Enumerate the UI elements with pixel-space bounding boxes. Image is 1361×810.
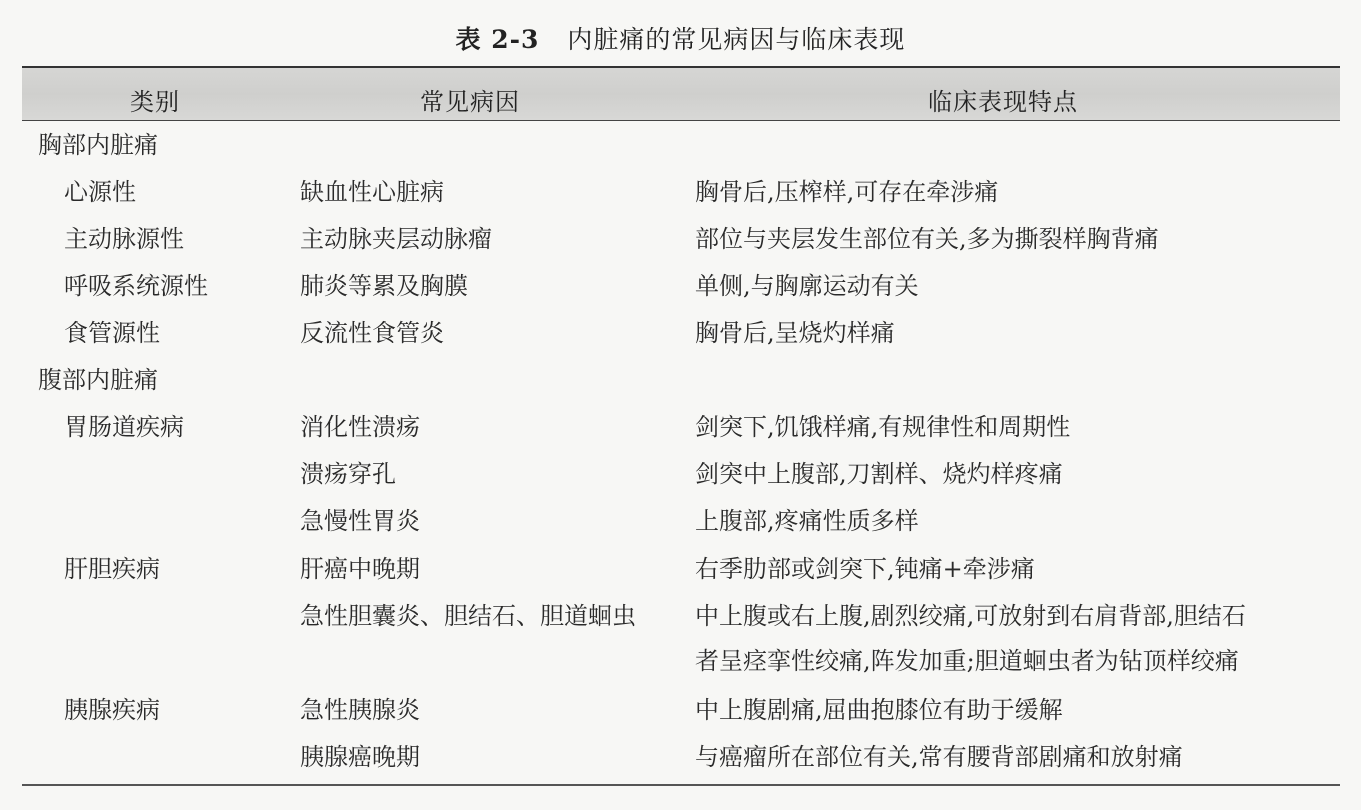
category-cell: 心源性 <box>64 178 136 206</box>
category-cell: 呼吸系统源性 <box>64 272 208 300</box>
category-cell: 食管源性 <box>64 319 160 347</box>
cause-cell: 主动脉夹层动脉瘤 <box>300 225 492 253</box>
cause-cell: 缺血性心脏病 <box>300 178 444 206</box>
feature-cell: 与癌瘤所在部位有关,常有腰背部剧痛和放射痛 <box>695 743 1183 771</box>
cause-cell: 溃疡穿孔 <box>300 460 396 488</box>
table-number: 表 2-3 <box>455 25 540 54</box>
table-caption <box>0 20 1361 56</box>
table-header <box>22 68 1340 120</box>
feature-cell: 右季肋部或剑突下,钝痛+牵涉痛 <box>695 555 1035 583</box>
header-category: 类别 <box>130 88 180 116</box>
feature-cell: 剑突中上腹部,刀割样、烧灼样疼痛 <box>695 460 1063 488</box>
cause-cell: 急性胰腺炎 <box>300 696 420 724</box>
cause-cell: 急性胆囊炎、胆结石、胆道蛔虫 <box>300 602 636 630</box>
category-cell: 胃肠道疾病 <box>64 413 184 441</box>
feature-cell: 单侧,与胸廓运动有关 <box>695 272 919 300</box>
cause-cell: 急慢性胃炎 <box>300 507 420 535</box>
feature-cell: 者呈痉挛性绞痛,阵发加重;胆道蛔虫者为钻顶样绞痛 <box>695 647 1239 675</box>
header-cause: 常见病因 <box>420 88 520 116</box>
table-title: 内脏痛的常见病因与临床表现 <box>567 25 906 54</box>
header-feature: 临床表现特点 <box>928 88 1078 116</box>
bottom-rule <box>22 784 1340 786</box>
feature-cell: 上腹部,疼痛性质多样 <box>695 507 919 535</box>
cause-cell: 胰腺癌晚期 <box>300 743 420 771</box>
feature-cell: 中上腹剧痛,屈曲抱膝位有助于缓解 <box>695 696 1063 724</box>
feature-cell: 胸骨后,呈烧灼样痛 <box>695 319 895 347</box>
cause-cell: 肺炎等累及胸膜 <box>300 272 468 300</box>
category-cell: 主动脉源性 <box>64 225 184 253</box>
feature-cell: 剑突下,饥饿样痛,有规律性和周期性 <box>695 413 1071 441</box>
category-cell: 肝胆疾病 <box>64 555 160 583</box>
feature-cell: 部位与夹层发生部位有关,多为撕裂样胸背痛 <box>695 225 1159 253</box>
header-rule <box>22 120 1340 121</box>
cause-cell: 反流性食管炎 <box>300 319 444 347</box>
category-cell: 胰腺疾病 <box>64 696 160 724</box>
cause-cell: 消化性溃疡 <box>300 413 420 441</box>
cause-cell: 肝癌中晚期 <box>300 555 420 583</box>
feature-cell: 中上腹或右上腹,剧烈绞痛,可放射到右肩背部,胆结石 <box>695 602 1246 630</box>
feature-cell: 胸骨后,压榨样,可存在牵涉痛 <box>695 178 999 206</box>
category-cell: 腹部内脏痛 <box>38 366 158 394</box>
category-cell: 胸部内脏痛 <box>38 131 158 159</box>
